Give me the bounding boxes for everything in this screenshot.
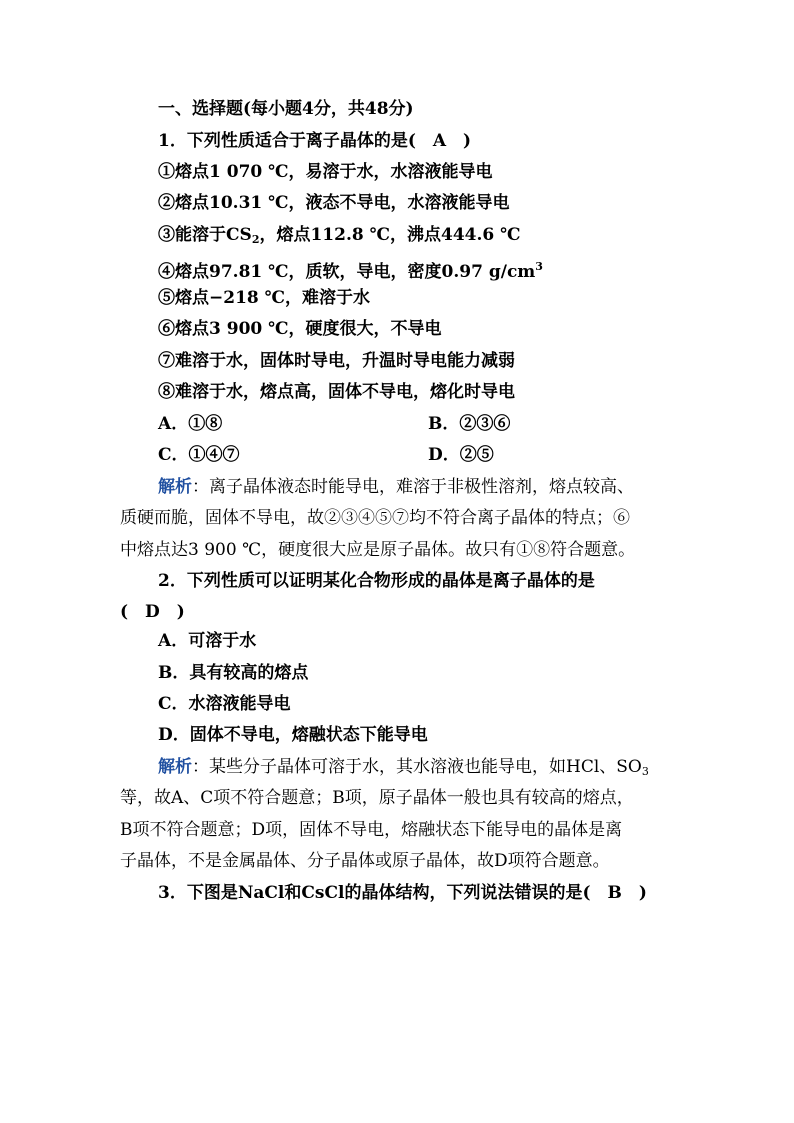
q1-option-b: B．②③⑥ xyxy=(428,414,511,434)
q1-analysis-line-3: 中熔点达3 900 ℃，硬度很大应是原子晶体。故只有①⑧符合题意。 xyxy=(120,540,636,560)
q2-option-c: C．水溶液能导电 xyxy=(158,694,291,714)
q1-analysis-text-1: ：离子晶体液态时能导电，难溶于非极性溶剂，熔点较高、 xyxy=(192,477,634,497)
q1-option-a: A．①⑧ xyxy=(158,414,223,434)
q1-item-5: ⑤熔点−218 ℃，难溶于水 xyxy=(158,288,371,308)
q1-item-3 xyxy=(158,224,521,251)
q1-item-3-rest: ，熔点112.8 ℃，沸点444.6 ℃ xyxy=(259,225,521,245)
q1-analysis-line-2: 质硬而脆，固体不导电，故②③④⑤⑦均不符合离子晶体的特点；⑥ xyxy=(120,508,630,528)
q1-item-3-subscript: 2 xyxy=(251,233,260,246)
q1-item-3-formula: CS xyxy=(226,225,252,245)
q2-analysis-line-1 xyxy=(158,756,649,783)
q1-item-3-text: ③能溶于 xyxy=(158,225,226,245)
q2-option-b: B．具有较高的熔点 xyxy=(158,663,309,683)
q2-analysis-line-2: 等，故A、C项不符合题意；B项，原子晶体一般也具有较高的熔点， xyxy=(120,788,634,808)
q1-item-4-superscript: 3 xyxy=(535,260,543,273)
q3-stem: 3．下图是NaCl和CsCl的晶体结构，下列说法错误的是( B ) xyxy=(158,883,647,903)
q1-option-d: D．②⑤ xyxy=(428,445,494,465)
q1-analysis-label: 解析 xyxy=(158,477,192,497)
q2-analysis-line-4: 子晶体，不是金属晶体、分子晶体或原子晶体，故D项符合题意。 xyxy=(120,851,610,871)
q1-analysis-line-1 xyxy=(158,476,634,498)
q1-option-c: C．①④⑦ xyxy=(158,445,240,465)
q1-stem: 1．下列性质适合于离子晶体的是( A ) xyxy=(158,131,472,151)
q1-item-6: ⑥熔点3 900 ℃，硬度很大，不导电 xyxy=(158,319,442,339)
section-title: 一、选择题(每小题4分，共48分) xyxy=(158,99,414,119)
q1-item-1: ①熔点1 070 ℃，易溶于水，水溶液能导电 xyxy=(158,162,493,182)
q1-item-4 xyxy=(158,256,543,283)
q2-option-a: A．可溶于水 xyxy=(158,631,257,651)
q1-item-4-text: ④熔点97.81 ℃，质软，导电，密度0.97 g/cm xyxy=(158,262,536,282)
q1-item-8: ⑧难溶于水，熔点高，固体不导电，熔化时导电 xyxy=(158,382,515,402)
q2-analysis-label: 解析 xyxy=(158,757,192,777)
q2-stem-line-1: 2．下列性质可以证明某化合物形成的晶体是离子晶体的是 xyxy=(158,571,595,591)
q2-analysis-line-3: B项不符合题意；D项，固体不导电，熔融状态下能导电的晶体是离 xyxy=(120,820,623,840)
q1-item-2: ②熔点10.31 ℃，液态不导电，水溶液能导电 xyxy=(158,193,510,213)
q2-analysis-text-1: ：某些分子晶体可溶于水，其水溶液也能导电，如HCl、SO xyxy=(192,757,642,777)
q2-stem-line-2: ( D ) xyxy=(120,602,185,622)
q1-item-7: ⑦难溶于水，固体时导电，升温时导电能力减弱 xyxy=(158,351,515,371)
q2-option-d: D．固体不导电，熔融状态下能导电 xyxy=(158,725,428,745)
q2-analysis-subscript: 3 xyxy=(641,765,649,778)
